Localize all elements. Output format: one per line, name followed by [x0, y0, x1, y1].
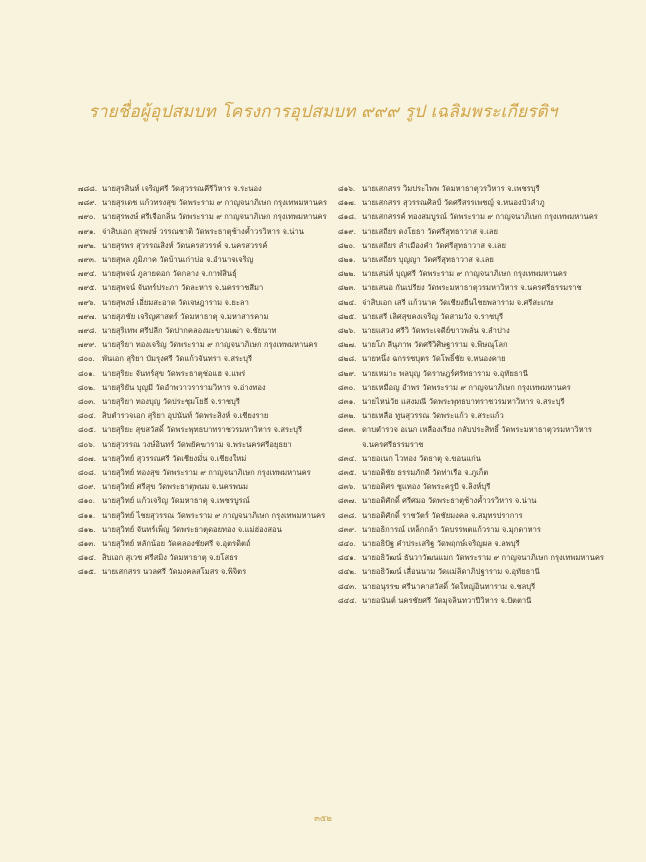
entry-text: นายสุวิทย์ จันทร์เพ็ญ วัดพระธาตุดอยทอง จ.แม่ฮ่องสอน: [102, 524, 282, 534]
entry-text: นายสุพงษ์ เอี่ยมสะอาด วัดเจษฎาราม จ.ยะลา: [102, 297, 249, 307]
list-entry: [338, 239, 606, 253]
list-entry: [338, 509, 606, 523]
entry-number: ๘๓๐.: [338, 382, 356, 392]
entry-text: นายสุวิทย์ ทองสุข วัดพระราม ๙ กาญจนาภิเษก กรุงเทพมหานคร: [102, 468, 311, 478]
list-entry: [338, 310, 606, 324]
entry-text: นายหนึ่ง ฉกรรชบุตร วัดโพธิ์ชัย จ.หนองคาย: [362, 354, 506, 364]
entry-text: นายสุริยะ จันทร์สุข วัดพระธาตุช่อแฮ จ.แพร่: [102, 368, 246, 378]
list-entry: [78, 438, 346, 452]
entry-number: ๘๔๓.: [338, 581, 357, 591]
entry-text: นายอธิการณ์ เหล็กกล้า วัดบรรพตแก้วราม จ.มุกดาหาร: [362, 524, 541, 534]
entry-number: ๘๐๕.: [78, 425, 96, 435]
list-entry: [78, 423, 346, 437]
entry-number: ๘๓๑.: [338, 397, 356, 407]
list-entry: [78, 381, 346, 395]
list-entry: [338, 281, 606, 295]
entry-number: ๘๒๘.: [338, 354, 357, 364]
entry-number: ๘๒๖.: [338, 326, 356, 336]
entry-text: นายสุภชัย เจริญศาสตร์ วัดมหาธาตุ จ.มหาสารคาม: [102, 311, 269, 321]
entry-number: ๘๒๑.: [338, 255, 356, 265]
entry-number: ๘๒๔.: [338, 297, 357, 307]
entry-text: จ่าสิบเอก เสรี แก้วนาค วัดเชียงยืนไชยพลาราม จ.ศรีสะเกษ: [362, 297, 554, 307]
list-entry: [78, 239, 346, 253]
list-entry: [338, 352, 606, 366]
entry-number: ๗๙๔.: [78, 269, 97, 279]
entry-text: นายสุวิทย์ หลักน้อย วัดคลองชัยศรี จ.อุตรดิตถ์: [102, 539, 251, 549]
entry-number: ๘๓๕.: [338, 468, 357, 478]
entry-text: นายสุพจน์ จันทร์ประภา วัดละหาร จ.นครราชสีมา: [102, 283, 264, 293]
entry-text: สิบเอก สุเวช ศรีสมิง วัดมหาธาตุ จ.ยโสธร: [102, 553, 238, 563]
entry-number: ๘๓๖.: [338, 482, 356, 492]
list-entry: [338, 580, 606, 594]
list-entry: [338, 395, 606, 409]
entry-number: ๘๔๑.: [338, 553, 357, 563]
list-entry: [338, 423, 606, 451]
entry-text: นายเหมาะ พลบุญ วัดราษฎร์ศรัทธาราม จ.อุทัยธานี: [362, 368, 528, 378]
entry-text: นายสุวิทย์ สุวรรณศรี วัดเชียงมั่น จ.เชียงใหม่: [102, 453, 247, 463]
entry-text: นายสุริยา ทองเจริญ วัดพระราม ๙ กาญจนาภิเษก กรุงเทพมหานคร: [102, 340, 318, 350]
entry-number: ๘๑๕.: [78, 567, 97, 577]
entry-text: นายไหน่วัย แสงมณี วัดพระพุทธบาทราชวรมหาวิหาร จ.สระบุรี: [362, 397, 565, 407]
list-entry: [78, 196, 346, 210]
list-entry: [338, 196, 606, 210]
entry-text: นายเสรี เลิศสุขคงเจริญ วัดสามวัง จ.ราชบุรี: [362, 311, 504, 321]
entry-number: ๘๔๒.: [338, 567, 357, 577]
entry-text: นายสุริยา ทองบุญ วัดประชุมโยธี จ.ราชบุรี: [102, 397, 240, 407]
list-entry: [78, 565, 346, 579]
entry-number: ๘๔๐.: [338, 539, 356, 549]
list-entry: [78, 537, 346, 551]
entry-text: นายโภ ลีนุภาพ วัดศรีวิศิษฐาราม จ.พิษณุโลก: [362, 340, 508, 350]
entry-number: ๗๙๕.: [78, 283, 97, 293]
list-entry: [338, 494, 606, 508]
list-entry: [338, 537, 606, 551]
entry-number: ๘๑๙.: [338, 226, 356, 236]
list-entry: [338, 480, 606, 494]
entry-text: นายเสถียร ดงโยธา วัดศรีสุทธาวาส จ.เลย: [362, 226, 498, 236]
entry-text: นายสุริยัน บุญมี วัดอำพวาวรารามวิหาร จ.อ่างทอง: [102, 382, 266, 392]
entry-number: ๘๓๔.: [338, 453, 357, 463]
list-entry: [338, 409, 606, 423]
entry-number: ๘๑๗.: [338, 198, 357, 208]
entry-number: ๗๙๙.: [78, 340, 97, 350]
list-entry: [78, 182, 346, 196]
list-entry: [78, 338, 346, 352]
list-entry: [338, 466, 606, 480]
entry-text: สิบตำรวจเอก สุริยา อุปนันท์ วัดพระสิงห์ จ.เชียงราย: [102, 411, 269, 421]
list-entry: [78, 551, 346, 565]
entry-text: นายสุวรรณ วงษ์อินทร์ วัดพยัคฆาราม จ.พระนครศรีอยุธยา: [102, 439, 292, 449]
list-entry: [338, 523, 606, 537]
entry-text: นายสุริเทพ ศรีปลีก วัดปากคลองมะขามเฒ่า จ.ชัยนาท: [102, 326, 277, 336]
entry-number: ๘๑๘.: [338, 212, 357, 222]
list-entry: [78, 509, 346, 523]
list-entry: [78, 253, 346, 267]
entry-number: ๘๑๐.: [78, 496, 96, 506]
entry-number: ๘๓๘.: [338, 510, 357, 520]
list-entry: [338, 253, 606, 267]
entry-number: ๘๒๒.: [338, 269, 356, 279]
entry-text: นายแสวง ศรีวิ วัดพระเจดีย์ขาวพลั่น จ.ลำปาง: [362, 326, 510, 336]
list-entry: [78, 225, 346, 239]
entry-text: นายอนุรรฆ ศรีนาคาสวัสดิ์ วัดใหญ่อินทาราม จ.ชลบุรี: [362, 581, 536, 591]
list-entry: [78, 494, 346, 508]
entry-text: นายเสถียร บุญญา วัดศรีสุทธาวาส จ.เลย: [362, 255, 494, 265]
entry-number: ๘๓๗.: [338, 496, 357, 506]
list-entry: [78, 395, 346, 409]
list-entry: [338, 551, 606, 565]
list-entry: [78, 210, 346, 224]
entry-number: ๘๓๓.: [338, 425, 356, 435]
entry-number: ๘๐๔.: [78, 411, 96, 421]
entry-text: นายอเนก ไวทอง วัดธาตุ จ.ขอนแก่น: [362, 453, 481, 463]
list-entry: [78, 409, 346, 423]
entry-text: นายอดิศักดิ์ ราชวัตร์ วัดชัยมงคล จ.สมุทรปราการ: [362, 510, 523, 520]
list-entry: [78, 296, 346, 310]
entry-number: ๘๑๒.: [78, 524, 96, 534]
list-entry: [338, 452, 606, 466]
entry-text: ดาบตำรวจ อเนก เหลืองเรียง กลับประสิทธิ์ วัดพระมหาธาตุวรมหาวิหาร จ.นครศรีธรรมราช: [362, 425, 592, 449]
entry-number: ๘๐๘.: [78, 468, 97, 478]
entry-text: นายสุวิทย์ ไชยสุวรรณ วัดพระราม ๙ กาญจนาภิเษก กรุงเทพมหานคร: [102, 510, 326, 520]
entry-text: นายสุรเดช แก้วทรงสุข วัดพระราม ๙ กาญจนาภิเษก กรุงเทพมหานคร: [102, 198, 328, 208]
entry-number: ๘๐๒.: [78, 382, 96, 392]
entry-text: นายอดิศักดิ์ ศรีศมอ วัดพระธาตุช้างค้ำวรวิหาร จ.น่าน: [362, 496, 537, 506]
entry-text: จ่าสิบเอก สุรพงษ์ วรรณชาติ วัดพระธาตุช้างค้ำวรวิหาร จ.น่าน: [102, 226, 304, 236]
list-entry: [338, 267, 606, 281]
page-title: รายชื่อผู้อุปสมบท โครงการอุปสมบท ๙๙๙ รูป เฉลิมพระเกียรติฯ: [88, 102, 558, 122]
entry-text: นายสุรพร สุวรรณสิงห์ วัดนครสวรรค์ จ.นครสวรรค์: [102, 240, 268, 250]
entry-number: ๘๒๓.: [338, 283, 356, 293]
entry-text: นายเสกสรรค์ ทองสมบูรณ์ วัดพระราม ๙ กาญจนาภิเษก กรุงเทพมหานคร: [362, 212, 598, 222]
entry-number: ๘๒๗.: [338, 340, 357, 350]
entry-text: นายอนันต์ นครชัยศรี วัดมุจลินทวาปีวิหาร จ.ปัตตานี: [362, 595, 532, 605]
entry-text: นายอดิศร ชูแทอง วัดพระครูบี จ.ลิงห์บุรี: [362, 482, 491, 492]
entry-text: นายเสกสรร นวลศรี วัดมงคลสโมสร จ.พิจิตร: [102, 567, 247, 577]
entry-number: ๘๑๖.: [338, 184, 356, 193]
entry-number: ๘๐๙.: [78, 482, 96, 492]
entry-number: ๘๓๙.: [338, 524, 357, 534]
entry-number: ๗๙๘.: [78, 326, 97, 336]
entry-text: นายอธิวัฒน์ เลื่อนนาม วัดแม่ลิดาภิปฐาราม จ.อุทัยธานี: [362, 567, 540, 577]
entry-text: นายอดิชัย ธรรมภักดี วัดท่าเรือ จ.ภูเก็ต: [362, 468, 489, 478]
entry-text: นายสุรสินท์ เจริญศรี วัดสุวรรณคีรีวิหาร จ.ระนอง: [102, 184, 262, 193]
entry-number: ๗๙๖.: [78, 297, 96, 307]
entry-number: ๗๙๑.: [78, 226, 96, 236]
entry-text: นายเสถียร ลำเมืองคำ วัดศรีสุทธาวาส จ.เลย: [362, 240, 506, 250]
entry-text: นายเสนอ กันเปรียง วัดพระมหาธาตุวรมหาวิหาร จ.นครศรีธรรมราช: [362, 283, 582, 293]
entry-text: นายเสกสรร สุวรรณศิลป์ วัดศรีสรรเพชญ์ จ.หนองบัวลำภู: [362, 198, 545, 208]
entry-number: ๗๘๙.: [78, 198, 97, 208]
page-number: ๓๕๒: [314, 814, 332, 824]
entry-number: ๘๒๙.: [338, 368, 357, 378]
entry-number: ๘๑๓.: [78, 539, 96, 549]
list-entry: [78, 352, 346, 366]
entry-text: นายอธิวัฒน์ ธันวาวัฒนแมก วัดพระราม ๙ กาญจนาภิเษก กรุงเทพมหานคร: [362, 553, 604, 563]
entry-text: พันเอก สุริยา บัมรุงศรี วัดแก้วจันทรา จ.สระบุรี: [102, 354, 253, 364]
list-entry: [78, 367, 346, 381]
list-entry: [338, 324, 606, 338]
entry-text: นายเสกสรร วิมประไพพ วัดมหาธาตุวรวิหาร จ.เพชรบุรี: [362, 184, 540, 193]
entry-text: นายเสน่ห์ บุญศรี วัดพระราม ๙ กาญจนาภิเษก กรุงเทพมหานคร: [362, 269, 567, 279]
entry-number: ๘๐๖.: [78, 439, 96, 449]
entry-text: นายอธิปัฐ คำประเสริฐ วัดพฤกษ์เจริญผล จ.ลพบุรี: [362, 539, 520, 549]
entry-number: ๘๐๗.: [78, 453, 96, 463]
list-entry: [338, 296, 606, 310]
entry-number: ๗๘๘.: [78, 184, 98, 193]
list-entry: [78, 523, 346, 537]
entry-number: ๘๐๐.: [78, 354, 95, 364]
entry-number: ๘๑๑.: [78, 510, 96, 520]
list-entry: [78, 466, 346, 480]
list-entry: [78, 310, 346, 324]
entry-text: นายสุวิทย์ แก้วเจริญ วัดมหาธาตุ จ.เพชรบูรณ์: [102, 496, 250, 506]
list-entry: [338, 225, 606, 239]
entry-number: ๘๔๔.: [338, 595, 357, 605]
entry-number: ๘๐๑.: [78, 368, 96, 378]
name-list-left-column: [78, 182, 346, 580]
entry-number: ๘๒๐.: [338, 240, 356, 250]
entry-number: ๘๓๒.: [338, 411, 356, 421]
entry-number: ๗๙๐.: [78, 212, 96, 222]
entry-text: นายสุริยะ สุขสวัสดิ์ วัดพระพุทธบาทราชวรมหาวิหาร จ.สระบุรี: [102, 425, 303, 435]
name-list-right-column: [338, 182, 606, 608]
list-entry: [338, 338, 606, 352]
list-entry: [78, 267, 346, 281]
entry-number: ๗๙๒.: [78, 240, 96, 250]
list-entry: [338, 182, 606, 196]
entry-text: นายสุพล ภูมิภาค วัดบ้านเก่าบ่อ จ.อำนาจเจริญ: [102, 255, 254, 265]
list-entry: [338, 381, 606, 395]
entry-number: ๗๙๗.: [78, 311, 97, 321]
list-entry: [78, 480, 346, 494]
entry-text: นายเหลือ ทูนสุวรรณ วัดพระแก้ว จ.สระแก้ว: [362, 411, 504, 421]
entry-text: นายสุรพงษ์ ศรีเจือกลิ่น วัดพระราม ๙ กาญจนาภิเษก กรุงเทพมหานคร: [102, 212, 327, 222]
entry-number: ๘๑๔.: [78, 553, 97, 563]
list-entry: [338, 594, 606, 608]
entry-number: ๗๙๓.: [78, 255, 97, 265]
list-entry: [78, 452, 346, 466]
list-entry: [78, 281, 346, 295]
entry-text: นายสุพจน์ ภูลายดอก วัดกลาง จ.กาฬสินธุ์: [102, 269, 237, 279]
list-entry: [338, 367, 606, 381]
list-entry: [78, 324, 346, 338]
entry-number: ๘๒๕.: [338, 311, 357, 321]
entry-number: ๘๐๓.: [78, 397, 96, 407]
entry-text: นายเหมือญ อำพร วัดพระราม ๙ กาญจนาภิเษก กรุงเทพมหานคร: [362, 382, 571, 392]
entry-text: นายสุวิทย์ ศรีสุข วัดพระธาตุพนม จ.นครพนม: [102, 482, 249, 492]
list-entry: [338, 565, 606, 579]
list-entry: [338, 210, 606, 224]
